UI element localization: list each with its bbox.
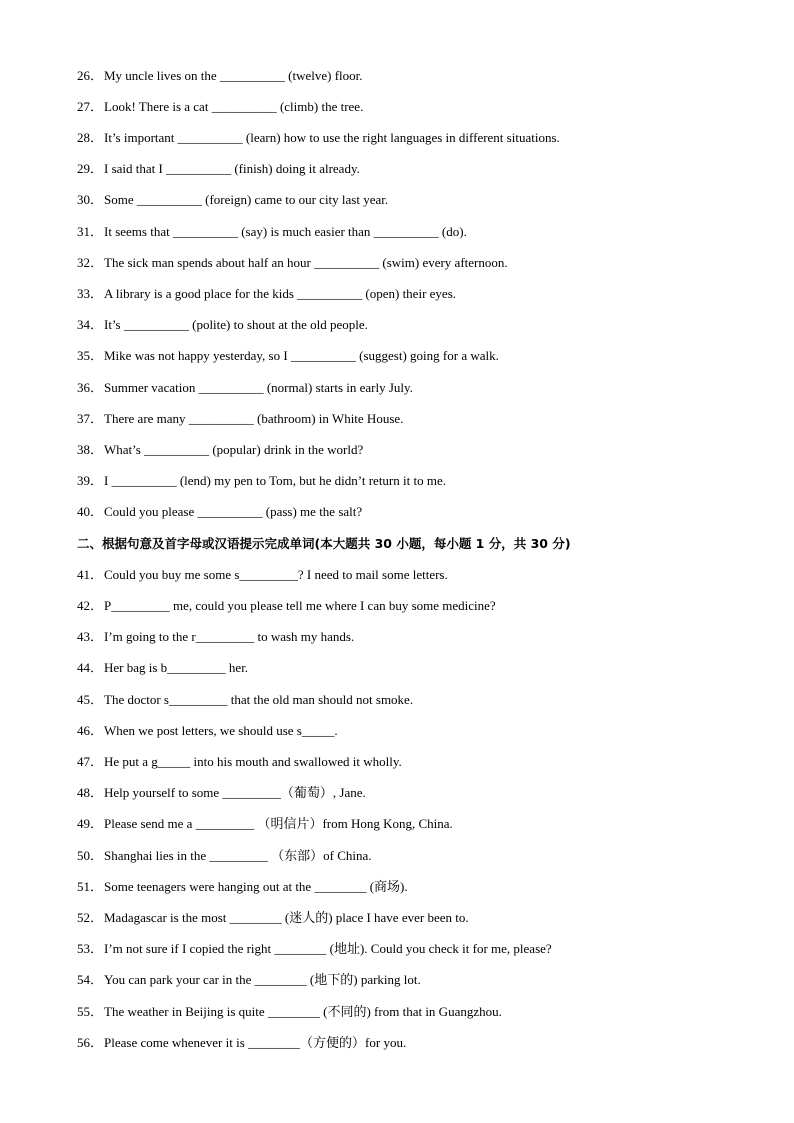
question-text: There are many __________ (bathroom) in White House. bbox=[104, 411, 404, 426]
question-text: It’s __________ (polite) to shout at the old people. bbox=[104, 317, 368, 332]
question-43: 43．I’m going to the r_________ to wash my hands. bbox=[77, 629, 355, 644]
question-27: 27．Look! There is a cat __________ (climb) the tree. bbox=[77, 99, 364, 114]
question-52: 52．Madagascar is the most ________ (迷人的) place I have ever been to. bbox=[77, 910, 469, 925]
question-text: You can park your car in the ________ (地下的) parking lot. bbox=[104, 972, 421, 987]
question-text: The weather in Beijing is quite ________ (不同的) from that in Guangzhou. bbox=[104, 1004, 502, 1019]
question-30: 30．Some __________ (foreign) came to our city last year. bbox=[77, 192, 389, 207]
question-32: 32．The sick man spends about half an hour __________ (swim) every afternoon. bbox=[77, 255, 508, 270]
question-48: 48．Help yourself to some _________（葡萄）, Jane. bbox=[77, 785, 366, 800]
question-29: 29．I said that I __________ (finish) doing it already. bbox=[77, 161, 360, 176]
question-text: Some __________ (foreign) came to our city last year. bbox=[104, 192, 389, 207]
question-text: He put a g_____ into his mouth and swallowed it wholly. bbox=[104, 754, 402, 769]
question-37: 37．There are many __________ (bathroom) in White House. bbox=[77, 411, 404, 426]
question-47: 47．He put a g_____ into his mouth and swallowed it wholly. bbox=[77, 754, 402, 769]
question-text: What’s __________ (popular) drink in the world? bbox=[104, 442, 364, 457]
question-28: 28．It’s important __________ (learn) how to use the right languages in different situations. bbox=[77, 130, 560, 145]
question-text: A library is a good place for the kids __________ (open) their eyes. bbox=[104, 286, 456, 301]
question-40: 40．Could you please __________ (pass) me the salt? bbox=[77, 504, 363, 519]
question-56: 56．Please come whenever it is ________（方便的）for you. bbox=[77, 1035, 407, 1050]
question-36: 36．Summer vacation __________ (normal) starts in early July. bbox=[77, 380, 413, 395]
question-text: Look! There is a cat __________ (climb) the tree. bbox=[104, 99, 364, 114]
question-44: 44．Her bag is b_________ her. bbox=[77, 660, 249, 675]
question-text: The doctor s_________ that the old man should not smoke. bbox=[104, 692, 414, 707]
question-text: Help yourself to some _________（葡萄）, Jane. bbox=[104, 785, 366, 800]
question-38: 38．What’s __________ (popular) drink in the world? bbox=[77, 442, 364, 457]
question-34: 34．It’s __________ (polite) to shout at the old people. bbox=[77, 317, 368, 332]
question-text: Shanghai lies in the _________ （东部）of China. bbox=[104, 848, 372, 863]
question-55: 55．The weather in Beijing is quite ________ (不同的) from that in Guangzhou. bbox=[77, 1004, 502, 1019]
question-text: Please come whenever it is ________（方便的）for you. bbox=[104, 1035, 407, 1050]
section-heading: 二、根据句意及首字母或汉语提示完成单词(本大题共 30 小题，每小题 1 分，共 30 分) bbox=[77, 536, 571, 551]
question-text: I’m going to the r_________ to wash my hands. bbox=[104, 629, 355, 644]
question-text: My uncle lives on the __________ (twelve) floor. bbox=[104, 68, 363, 83]
question-53: 53．I’m not sure if I copied the right ________ (地址). Could you check it for me, please? bbox=[77, 941, 552, 956]
question-text: Summer vacation __________ (normal) starts in early July. bbox=[104, 380, 413, 395]
question-text: I said that I __________ (finish) doing it already. bbox=[104, 161, 360, 176]
question-50: 50．Shanghai lies in the _________ （东部）of China. bbox=[77, 848, 372, 863]
question-text: I’m not sure if I copied the right ________ (地址). Could you check it for me, please? bbox=[104, 941, 552, 956]
question-45: 45．The doctor s_________ that the old man should not smoke. bbox=[77, 692, 414, 707]
question-46: 46．When we post letters, we should use s_____. bbox=[77, 723, 338, 738]
question-text: It’s important __________ (learn) how to use the right languages in different situations. bbox=[104, 130, 560, 145]
question-33: 33．A library is a good place for the kids __________ (open) their eyes. bbox=[77, 286, 456, 301]
question-text: When we post letters, we should use s_____. bbox=[104, 723, 338, 738]
question-text: Madagascar is the most ________ (迷人的) place I have ever been to. bbox=[104, 910, 469, 925]
question-49: 49．Please send me a _________ （明信片）from Hong Kong, China. bbox=[77, 816, 453, 831]
question-42: 42．P_________ me, could you please tell me where I can buy some medicine? bbox=[77, 598, 496, 613]
question-39: 39．I __________ (lend) my pen to Tom, but he didn’t return it to me. bbox=[77, 473, 446, 488]
question-text: Some teenagers were hanging out at the ________ (商场). bbox=[104, 879, 408, 894]
question-51: 51．Some teenagers were hanging out at the ________ (商场). bbox=[77, 879, 408, 894]
question-text: P_________ me, could you please tell me where I can buy some medicine? bbox=[104, 598, 496, 613]
question-54: 54．You can park your car in the ________ (地下的) parking lot. bbox=[77, 972, 421, 987]
question-31: 31．It seems that __________ (say) is much easier than __________ (do). bbox=[77, 224, 467, 239]
question-text: I __________ (lend) my pen to Tom, but he didn’t return it to me. bbox=[104, 473, 446, 488]
question-text: Could you buy me some s_________? I need to mail some letters. bbox=[104, 567, 448, 582]
question-text: Please send me a _________ （明信片）from Hong Kong, China. bbox=[104, 816, 453, 831]
question-26: 26．My uncle lives on the __________ (twelve) floor. bbox=[77, 68, 363, 83]
question-text: Her bag is b_________ her. bbox=[104, 660, 249, 675]
question-text: It seems that __________ (say) is much easier than __________ (do). bbox=[104, 224, 467, 239]
question-text: Mike was not happy yesterday, so I __________ (suggest) going for a walk. bbox=[104, 348, 499, 363]
question-text: The sick man spends about half an hour __________ (swim) every afternoon. bbox=[104, 255, 508, 270]
question-35: 35．Mike was not happy yesterday, so I __________ (suggest) going for a walk. bbox=[77, 348, 499, 363]
question-41: 41．Could you buy me some s_________? I need to mail some letters. bbox=[77, 567, 448, 582]
question-text: Could you please __________ (pass) me the salt? bbox=[104, 504, 363, 519]
